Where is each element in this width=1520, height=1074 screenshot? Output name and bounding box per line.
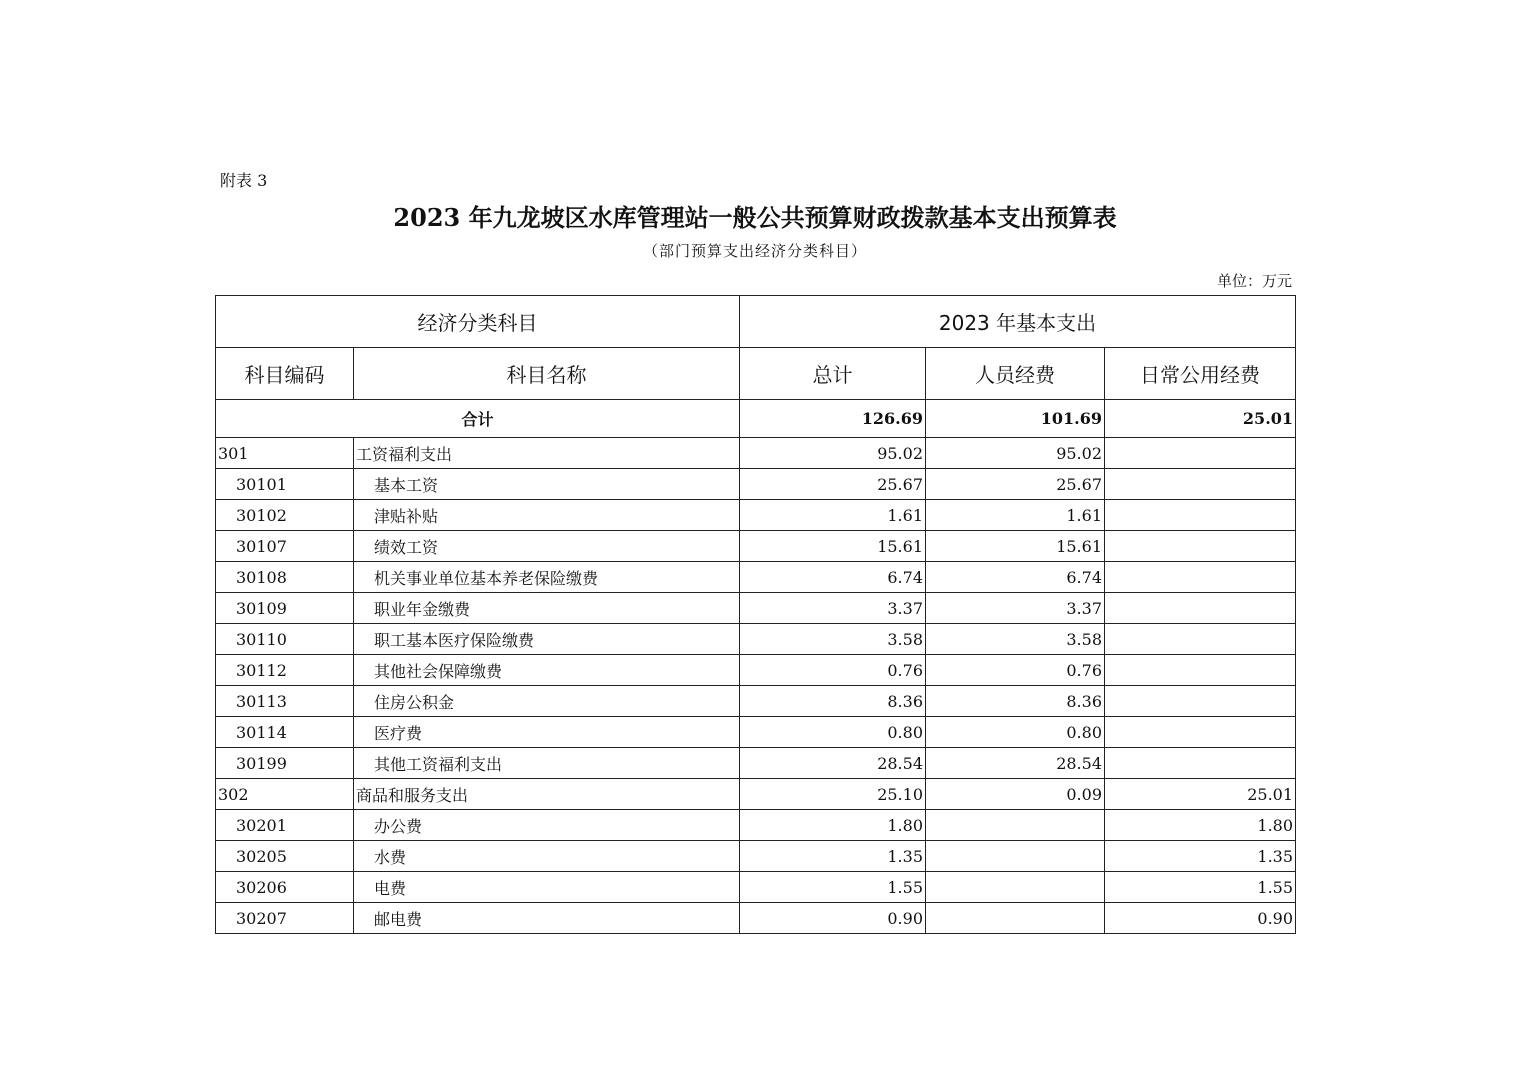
page-subtitle: （部门预算支出经济分类科目） [642,242,867,260]
row-name: 商品和服务支出 [354,779,740,810]
table-row [216,593,1296,624]
row-public [1105,748,1296,779]
row-total: 0.76 [740,655,926,686]
table-row [216,779,1296,810]
row-code: 30107 [216,531,354,562]
table-row [216,562,1296,593]
row-personnel: 1.61 [926,500,1105,531]
table-row [216,872,1296,903]
row-public: 0.90 [1105,903,1296,934]
row-code: 30108 [216,562,354,593]
row-name: 办公费 [354,810,740,841]
row-public [1105,469,1296,500]
header-row-group [216,296,1296,348]
table-row [216,748,1296,779]
header-group-right: 2023 年基本支出 [740,296,1296,348]
row-public [1105,717,1296,748]
row-public [1105,531,1296,562]
row-name: 机关事业单位基本养老保险缴费 [354,562,740,593]
row-code: 30112 [216,655,354,686]
header-group-left: 经济分类科目 [216,296,740,348]
row-name: 基本工资 [354,469,740,500]
row-name: 其他工资福利支出 [354,748,740,779]
row-total: 8.36 [740,686,926,717]
header-name: 科目名称 [354,348,740,400]
row-name: 水费 [354,841,740,872]
total-public: 25.01 [1105,400,1296,438]
table-row [216,531,1296,562]
row-name: 绩效工资 [354,531,740,562]
header-code: 科目编码 [216,348,354,400]
row-name: 工资福利支出 [354,438,740,469]
table-row [216,655,1296,686]
row-total: 0.80 [740,717,926,748]
row-total: 15.61 [740,531,926,562]
budget-table [215,295,1296,934]
table-row [216,438,1296,469]
row-name: 职业年金缴费 [354,593,740,624]
header-public: 日常公用经费 [1105,348,1296,400]
row-public: 1.80 [1105,810,1296,841]
row-name: 邮电费 [354,903,740,934]
table-row [216,810,1296,841]
total-row [216,400,1296,438]
row-public [1105,438,1296,469]
row-personnel: 3.58 [926,624,1105,655]
header-row-columns [216,348,1296,400]
row-code: 30201 [216,810,354,841]
table-row [216,841,1296,872]
row-name: 津贴补贴 [354,500,740,531]
row-personnel: 0.80 [926,717,1105,748]
row-personnel: 15.61 [926,531,1105,562]
row-code: 30199 [216,748,354,779]
total-total: 126.69 [740,400,926,438]
row-total: 3.37 [740,593,926,624]
total-personnel: 101.69 [926,400,1105,438]
table-row [216,903,1296,934]
row-total: 25.10 [740,779,926,810]
page-title: 2023 年九龙坡区水库管理站一般公共预算财政拨款基本支出预算表 [393,203,1117,232]
row-public [1105,500,1296,531]
row-code: 30207 [216,903,354,934]
row-code: 30205 [216,841,354,872]
row-total: 1.35 [740,841,926,872]
row-code: 30101 [216,469,354,500]
row-code: 30109 [216,593,354,624]
row-total: 0.90 [740,903,926,934]
header-personnel: 人员经费 [926,348,1105,400]
row-code: 30102 [216,500,354,531]
row-personnel [926,903,1105,934]
row-name: 电费 [354,872,740,903]
row-public [1105,624,1296,655]
row-public [1105,686,1296,717]
row-public [1105,655,1296,686]
row-total: 3.58 [740,624,926,655]
total-label: 合计 [216,400,740,438]
header-total: 总计 [740,348,926,400]
row-personnel [926,841,1105,872]
row-personnel: 0.76 [926,655,1105,686]
row-personnel: 0.09 [926,779,1105,810]
row-personnel: 3.37 [926,593,1105,624]
row-total: 6.74 [740,562,926,593]
row-public: 1.55 [1105,872,1296,903]
table-row [216,500,1296,531]
row-total: 95.02 [740,438,926,469]
row-public [1105,593,1296,624]
row-code: 302 [216,779,354,810]
table-row [216,624,1296,655]
row-name: 医疗费 [354,717,740,748]
table-row [216,469,1296,500]
unit-label: 单位：万元 [1216,272,1292,290]
row-personnel: 6.74 [926,562,1105,593]
row-code: 30113 [216,686,354,717]
row-public: 1.35 [1105,841,1296,872]
row-total: 25.67 [740,469,926,500]
row-name: 住房公积金 [354,686,740,717]
row-code: 30110 [216,624,354,655]
table-row [216,717,1296,748]
row-public: 25.01 [1105,779,1296,810]
row-code: 30114 [216,717,354,748]
row-name: 其他社会保障缴费 [354,655,740,686]
row-personnel: 8.36 [926,686,1105,717]
row-code: 301 [216,438,354,469]
row-code: 30206 [216,872,354,903]
annex-label: 附表 3 [220,171,268,190]
row-total: 1.61 [740,500,926,531]
row-personnel [926,810,1105,841]
row-personnel: 28.54 [926,748,1105,779]
row-personnel: 25.67 [926,469,1105,500]
row-total: 28.54 [740,748,926,779]
row-personnel [926,872,1105,903]
row-public [1105,562,1296,593]
row-total: 1.80 [740,810,926,841]
row-total: 1.55 [740,872,926,903]
table-row [216,686,1296,717]
row-personnel: 95.02 [926,438,1105,469]
row-name: 职工基本医疗保险缴费 [354,624,740,655]
